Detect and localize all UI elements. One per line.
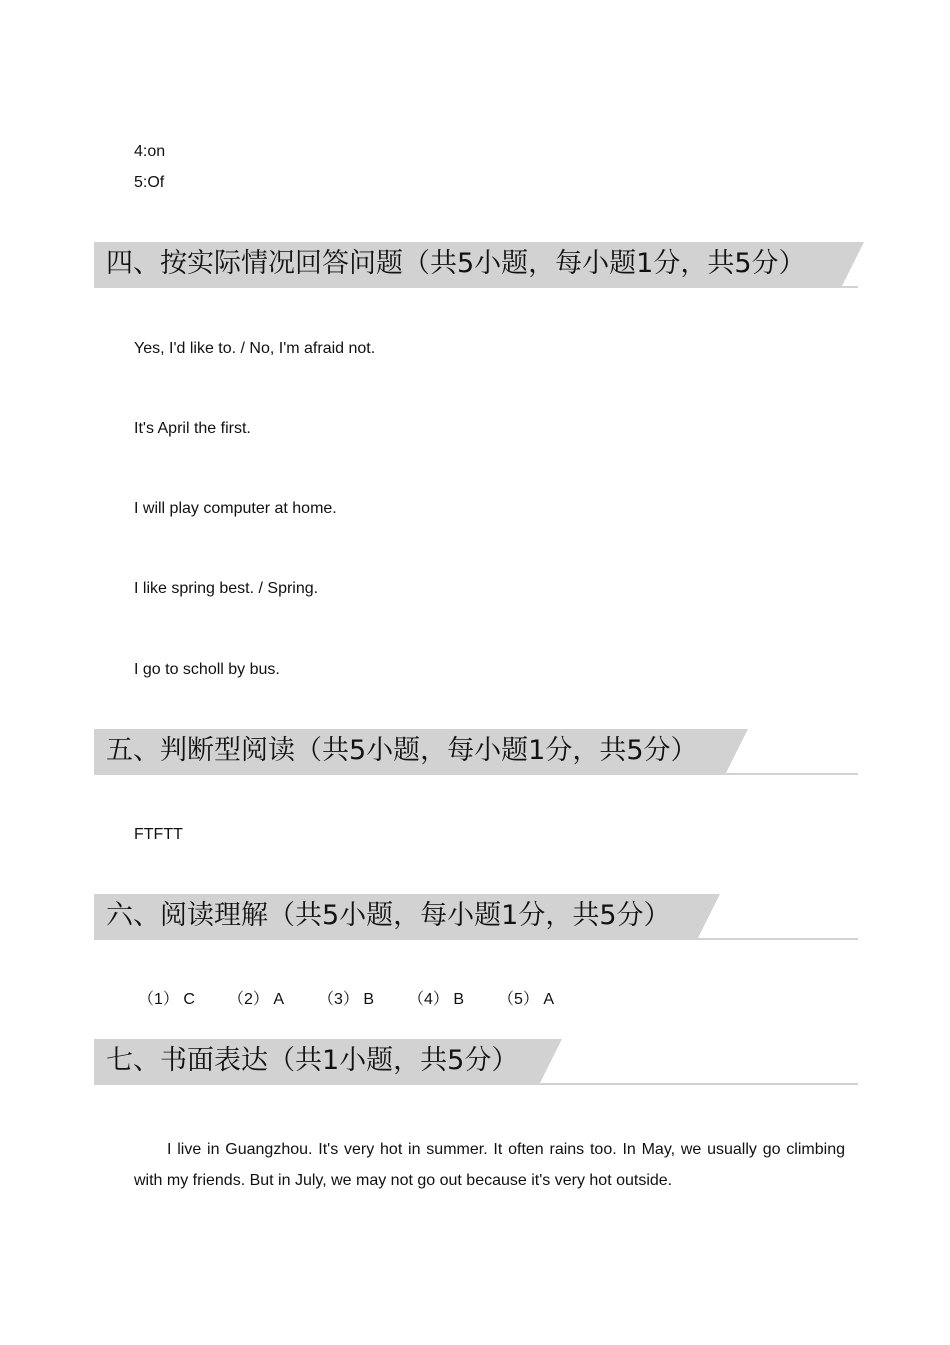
section-6-answer-2: （2） A [228, 991, 285, 1008]
section-7-title: 七、书面表达（共1小题，共5分） [106, 1045, 519, 1076]
section-4-answer-2: It's April the first. [134, 420, 251, 437]
section-6-answer-3: （3） B [318, 991, 375, 1008]
section-5-header [94, 729, 858, 775]
section-6-answer-4: （4） B [408, 991, 465, 1008]
section-4-answer-1: Yes, I'd like to. / No, I'm afraid not. [134, 340, 376, 357]
section-5-answer: FTFTT [134, 826, 183, 843]
section-6-answer-5: （5） A [498, 991, 555, 1008]
section-4-title: 四、按实际情况回答问题（共5小题，每小题1分，共5分） [106, 248, 806, 279]
section-6-answers [138, 990, 588, 1010]
section-7-essay: I live in Guangzhou. It's very hot in summer. It often rains too. In May, we usually go climbing with my friends. But in July, we may not go out because it's very hot outside. [134, 1141, 845, 1189]
section-6-answer-1: （1） C [138, 991, 195, 1008]
section-6-header [94, 894, 858, 940]
section-4-answer-5: I go to scholl by bus. [134, 661, 280, 678]
section-7-header [94, 1039, 858, 1085]
section-5-title: 五、判断型阅读（共5小题，每小题1分，共5分） [106, 735, 698, 766]
section-4-answer-4: I like spring best. / Spring. [134, 580, 319, 597]
section-4-answer-3: I will play computer at home. [134, 500, 337, 517]
section-4-header [94, 242, 858, 288]
section-6-title: 六、阅读理解（共5小题，每小题1分，共5分） [106, 900, 671, 931]
answer-5: 5:Of [134, 174, 165, 191]
answer-4: 4:on [134, 143, 166, 160]
